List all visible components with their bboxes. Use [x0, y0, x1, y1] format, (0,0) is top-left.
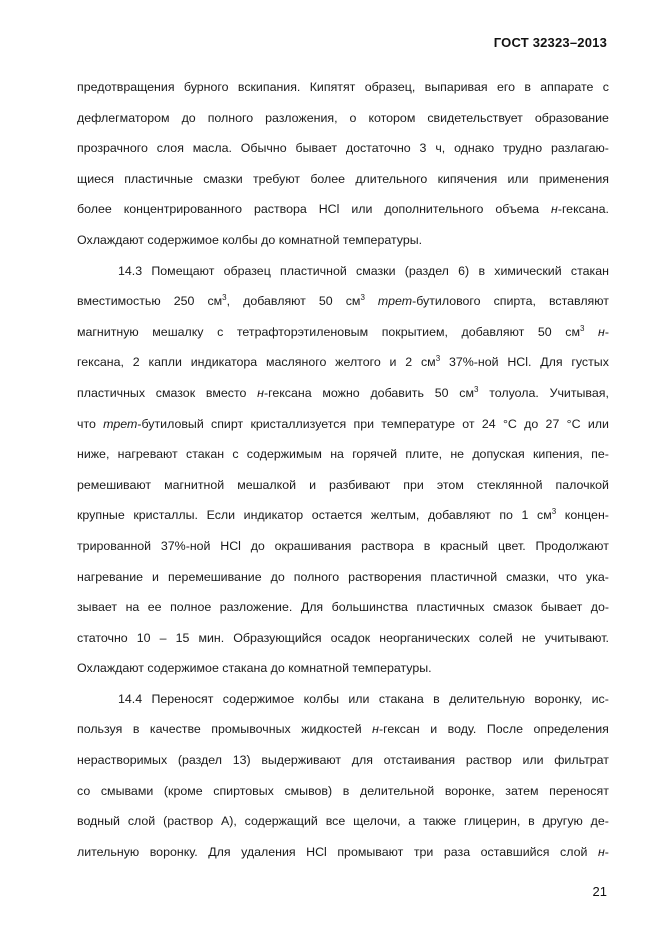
text-line: пользуя в качестве промывочных жидкостей н-гексан и воду. После определения [77, 722, 609, 737]
text-line: крупные кристаллы. Если индикатор остается желтым, добавляют по 1 $см^3$ концен- [77, 507, 609, 523]
text-line: магнитную мешалку с тетрафторэтиленовым покрытием, добавляют 50 $см^3$ н- [77, 323, 609, 339]
text-line: прозрачного слоя масла. Обычно бывает достаточно 3 ч, однако трудно разлагаю- [77, 141, 609, 156]
text-line: гексана, 2 капли индикатора масляного желтого и 2 $см^3$ 37%-ной HCl. Для густых [77, 354, 609, 370]
page-number: 21 [592, 884, 607, 899]
text-line: водный слой (раствор А), содержащий все щелочи, а также глицерин, в другую де- [77, 814, 609, 829]
text-line: пластичных смазок вместо н-гексана можно добавить 50 $см^3$ толуола. Учитывая, [77, 384, 609, 400]
document-body [77, 76, 609, 871]
text-line: нагревание и перемешивание до полного растворения пластичной смазки, что ука- [77, 569, 609, 584]
document-standard-header: ГОСТ 32323–2013 [493, 35, 607, 50]
text-line: 14.3 Помещают образец пластичной смазки (раздел 6) в химический стакан [118, 263, 609, 278]
text-line: что трет-бутиловый спирт кристаллизуется при температуре от 24 °С до 27 °С или [77, 416, 609, 431]
text-line: зывает на ее полное разложение. Для большинства пластичных смазок бывает до- [77, 600, 609, 615]
text-line: ниже, нагревают стакан с содержимым на горячей плите, не допуская кипения, пе- [77, 447, 609, 462]
text-line: более концентрированного раствора HCl или дополнительного объема н-гексана. [77, 202, 609, 217]
text-line: Охлаждают содержимое стакана до комнатной температуры. [77, 661, 432, 676]
text-line: со смывами (кроме спиртовых смывов) в делительной воронке, затем переносят [77, 783, 609, 798]
text-line: Охлаждают содержимое колбы до комнатной температуры. [77, 232, 423, 247]
text-line: дефлегматором до полного разложения, о котором свидетельствует образование [77, 110, 609, 125]
text-line: предотвращения бурного вскипания. Кипятят образец, выпаривая его в аппарате с [77, 80, 609, 94]
text-line: ремешивают магнитной мешалкой и разбивают при этом стеклянной палочкой [77, 477, 609, 492]
text-line: лительную воронку. Для удаления HCl промывают три раза оставшийся слой н- [77, 844, 609, 859]
text-line: щиеся пластичные смазки требуют более длительного кипячения или применения [77, 171, 609, 186]
text-line: статочно 10 – 15 мин. Образующийся осадок неорганических солей не учитывают. [77, 630, 609, 645]
text-line: вместимостью 250 $см^3$, добавляют 50 $см^3$ трет-бутилового спирта, вставляют [77, 293, 609, 309]
text-line: нерастворимых (раздел 13) выдерживают для отстаивания раствор или фильтрат [77, 753, 609, 768]
text-line: трированной 37%-ной HCl до окрашивания раствора в красный цвет. Продолжают [77, 538, 609, 553]
text-line: 14.4 Переносят содержимое колбы или стакана в делительную воронку, ис- [118, 691, 609, 706]
